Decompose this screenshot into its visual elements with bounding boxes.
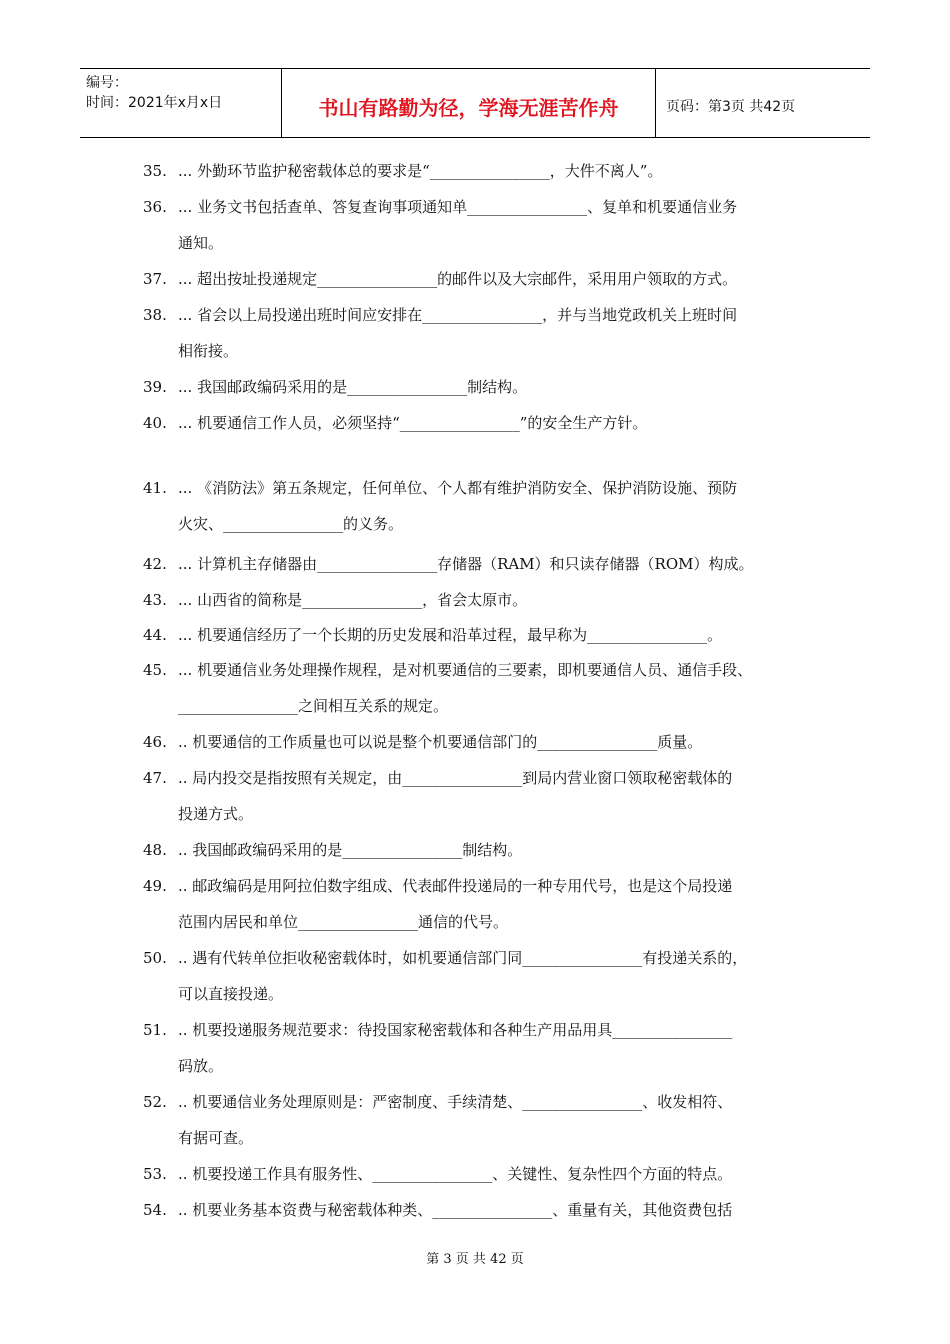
question-number: 52. <box>143 1093 167 1111</box>
question-text: ... 机要通信经历了一个长期的历史发展和沿革过程，最早称为________________。 <box>178 626 723 644</box>
question-number: 45. <box>143 661 167 679</box>
header-motto: 书山有路勤为径，学海无涯苦作舟 <box>282 69 656 137</box>
question-text: ... 超出按址投递规定________________的邮件以及大宗邮件，采用用户领取的方式。 <box>178 270 738 288</box>
question-line <box>143 1156 823 1192</box>
question-text: ... 我国邮政编码采用的是________________制结构。 <box>178 378 528 396</box>
question-number: 49. <box>143 877 167 895</box>
question-text: ... 业务文书包括查单、答复查询事项通知单________________、复单和机要通信业务 <box>178 198 738 216</box>
question-continuation <box>143 796 823 832</box>
question-item <box>143 652 823 724</box>
question-item <box>143 1192 823 1228</box>
question-item <box>143 617 823 653</box>
question-text: ... 山西省的简称是________________，省会太原市。 <box>178 591 528 609</box>
question-line <box>143 868 823 904</box>
question-line <box>143 617 823 653</box>
question-number: 50. <box>143 949 167 967</box>
question-number: 54. <box>143 1201 167 1219</box>
question-item <box>143 1156 823 1192</box>
question-continuation <box>143 976 823 1012</box>
question-number: 53. <box>143 1165 167 1183</box>
question-continuation <box>143 688 823 724</box>
question-text: 可以直接投递。 <box>178 985 284 1003</box>
question-line <box>143 405 823 441</box>
question-line <box>143 1192 823 1228</box>
question-text: 范围内居民和单位________________通信的代号。 <box>178 913 509 931</box>
question-text: .. 遇有代转单位拒收秘密载体时，如机要通信部门同________________有投递关系的， <box>178 949 748 967</box>
question-text: 码放。 <box>178 1057 224 1075</box>
question-text: 通知。 <box>178 234 224 252</box>
question-item <box>143 868 823 940</box>
question-text: .. 机要业务基本资费与秘密载体种类、________________、重量有关，其他资费包括 <box>178 1201 733 1219</box>
header-meta <box>80 69 282 137</box>
question-line <box>143 652 823 688</box>
question-text: ... 计算机主存储器由________________存储器（RAM）和只读存储器（ROM）构成。 <box>178 555 754 573</box>
question-item <box>143 153 823 189</box>
question-text: ________________之间相互关系的规定。 <box>178 697 449 715</box>
question-text: 投递方式。 <box>178 805 254 823</box>
question-text: 相衔接。 <box>178 342 239 360</box>
question-line <box>143 297 823 333</box>
question-number: 39. <box>143 378 167 396</box>
question-continuation <box>143 904 823 940</box>
question-number: 43. <box>143 591 167 609</box>
question-item <box>143 940 823 1012</box>
question-item <box>143 470 823 542</box>
page-header <box>80 68 870 138</box>
question-line <box>143 1012 823 1048</box>
doc-time-label: 时间：2021年x月x日 <box>86 95 223 111</box>
question-item <box>143 724 823 760</box>
question-item <box>143 297 823 369</box>
question-text: .. 邮政编码是用阿拉伯数字组成、代表邮件投递局的一种专用代号，也是这个局投递 <box>178 877 733 895</box>
question-line <box>143 940 823 976</box>
question-number: 51. <box>143 1021 167 1039</box>
question-continuation <box>143 225 823 261</box>
question-number: 40. <box>143 414 167 432</box>
question-number: 48. <box>143 841 167 859</box>
question-number: 35. <box>143 162 167 180</box>
question-line <box>143 724 823 760</box>
question-number: 37. <box>143 270 167 288</box>
question-item <box>143 832 823 868</box>
question-item <box>143 1084 823 1156</box>
question-item <box>143 369 823 405</box>
question-item <box>143 261 823 297</box>
question-line <box>143 546 823 582</box>
question-item <box>143 405 823 441</box>
question-item <box>143 189 823 261</box>
question-item <box>143 582 823 618</box>
question-number: 41. <box>143 479 167 497</box>
question-line <box>143 832 823 868</box>
question-text: .. 机要投递服务规范要求：待投国家秘密载体和各种生产用品用具________________ <box>178 1021 733 1039</box>
question-line <box>143 760 823 796</box>
question-text: ... 外勤环节监护秘密载体总的要求是“________________，大件不离人”。 <box>178 162 663 180</box>
question-item <box>143 1012 823 1084</box>
question-item <box>143 760 823 832</box>
question-text: .. 局内投交是指按照有关规定，由________________到局内营业窗口领取秘密载体的 <box>178 769 733 787</box>
question-text: ... 省会以上局投递出班时间应安排在________________，并与当地党政机关上班时间 <box>178 306 738 324</box>
question-number: 38. <box>143 306 167 324</box>
question-continuation <box>143 333 823 369</box>
question-text: ... 机要通信业务处理操作规程，是对机要通信的三要素，即机要通信人员、通信手段、 <box>178 661 753 679</box>
question-line <box>143 153 823 189</box>
question-continuation <box>143 1120 823 1156</box>
question-text: ... 《消防法》第五条规定，任何单位、个人都有维护消防安全、保护消防设施、预防 <box>178 479 738 497</box>
question-number: 46. <box>143 733 167 751</box>
question-continuation <box>143 1048 823 1084</box>
question-item <box>143 546 823 582</box>
question-text: 火灾、________________的义务。 <box>178 515 404 533</box>
question-text: .. 我国邮政编码采用的是________________制结构。 <box>178 841 523 859</box>
question-line <box>143 189 823 225</box>
question-text: .. 机要通信业务处理原则是：严密制度、手续清楚、________________、收发相符、 <box>178 1093 733 1111</box>
question-text: ... 机要通信工作人员，必须坚持“________________”的安全生产方针。 <box>178 414 648 432</box>
question-text: 有据可查。 <box>178 1129 254 1147</box>
question-continuation <box>143 506 823 542</box>
header-page-label: 页码：第3页 共42页 <box>666 99 796 115</box>
question-number: 44. <box>143 626 167 644</box>
page-footer: 第 3 页 共 42 页 <box>426 1252 524 1267</box>
doc-number-label: 编号： <box>86 75 128 91</box>
question-text: .. 机要投递工作具有服务性、________________、关键性、复杂性四个方面的特点。 <box>178 1165 733 1183</box>
question-line <box>143 369 823 405</box>
question-number: 42. <box>143 555 167 573</box>
question-line <box>143 261 823 297</box>
question-number: 36. <box>143 198 167 216</box>
question-line <box>143 470 823 506</box>
question-number: 47. <box>143 769 167 787</box>
question-line <box>143 582 823 618</box>
question-text: .. 机要通信的工作质量也可以说是整个机要通信部门的________________质量。 <box>178 733 703 751</box>
question-line <box>143 1084 823 1120</box>
